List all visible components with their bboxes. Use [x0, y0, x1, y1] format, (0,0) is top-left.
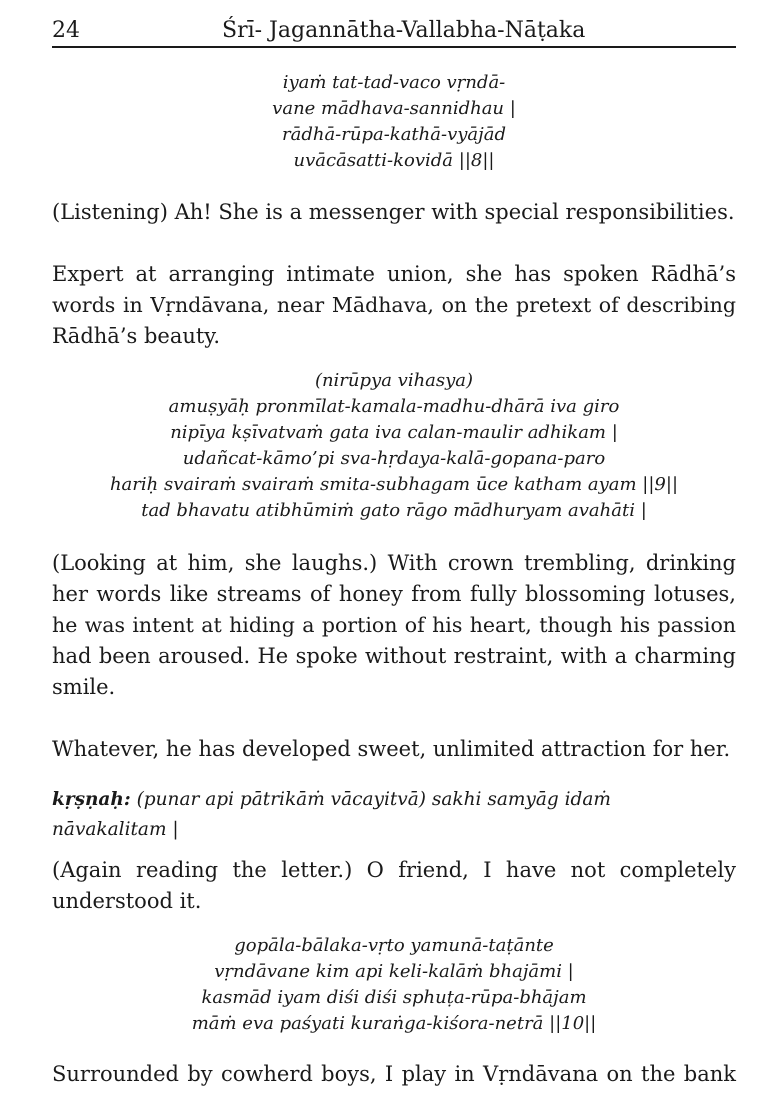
speaker-name: kṛṣṇaḥ:	[52, 789, 131, 810]
verse-line: nipīya kṣīvatvaṁ gata iva calan-maulir adhikam |	[170, 422, 618, 443]
verse-8	[52, 70, 736, 174]
verse-line: rādhā-rūpa-kathā-vyājād	[282, 124, 506, 145]
paragraph-whatever	[52, 734, 736, 765]
dialog-line: nāvakalitam |	[52, 819, 179, 840]
verse-10	[52, 933, 736, 1037]
paragraph-line: her words like streams of honey from fully blossoming lotuses,	[52, 582, 736, 606]
verse-line: vane mādhava-sannidhau |	[272, 98, 516, 119]
paragraph-again	[52, 855, 736, 917]
verse-line: udañcat-kāmo’pi sva-hṛdaya-kalā-gopana-paro	[182, 448, 606, 469]
paragraph-line: words in Vṛndāvana, near Mādhava, on the pretext of describing	[52, 293, 736, 317]
verse-line: kasmād iyam diśi diśi sphuṭa-rūpa-bhājam	[201, 987, 587, 1008]
verse-line: uvācāsatti-kovidā ||8||	[293, 150, 495, 171]
paragraph-line: had been aroused. He spoke without restraint, with a charming	[52, 644, 736, 668]
paragraph-expert	[52, 259, 736, 352]
paragraph-line: Whatever, he has developed sweet, unlimited attraction for her.	[52, 737, 731, 761]
verse-line: amuṣyāḥ pronmīlat-kamala-madhu-dhārā iva giro	[168, 396, 620, 417]
verse-line: māṁ eva paśyati kuraṅga-kiśora-netrā ||10||	[191, 1013, 597, 1034]
dialog-text: (punar api pātrikāṁ vācayitvā) sakhi samyāg idaṁ	[130, 789, 611, 810]
paragraph-listening	[52, 197, 736, 228]
verse-line: vṛndāvane kim api keli-kalāṁ bhajāmi |	[214, 961, 574, 982]
verse-line: hariḥ svairaṁ svairaṁ smita-subhagam ūce katham ayam ||9||	[109, 474, 679, 495]
page-number: 24	[52, 18, 80, 43]
paragraph-surrounded	[52, 1059, 736, 1090]
paragraph-line: (Listening) Ah! She is a messenger with special responsibilities.	[52, 200, 735, 224]
verse-line: gopāla-bālaka-vṛto yamunā-taṭānte	[234, 935, 554, 956]
paragraph-line: he was intent at hiding a portion of his heart, though his passion	[52, 613, 736, 637]
dialog-krsna	[52, 785, 736, 845]
verse-line: (nirūpya vihasya)	[314, 370, 474, 391]
page-header	[52, 16, 736, 48]
paragraph-line: Expert at arranging intimate union, she has spoken Rādhā’s	[52, 262, 736, 286]
paragraph-line: (Again reading the letter.) O friend, I have not completely	[52, 858, 736, 882]
verse-line: tad bhavatu atibhūmiṁ gato rāgo mādhuryam avahāti |	[141, 500, 647, 521]
paragraph-line: Surrounded by cowherd boys, I play in Vṛndāvana on the bank	[52, 1062, 736, 1086]
paragraph-looking	[52, 548, 736, 703]
paragraph-line: understood it.	[52, 889, 202, 913]
paragraph-line: (Looking at him, she laughs.) With crown trembling, drinking	[52, 551, 736, 575]
running-title: Śrī- Jagannātha-Vallabha-Nāṭaka	[222, 18, 586, 43]
dialog-line	[52, 785, 736, 815]
verse-9	[52, 368, 736, 524]
paragraph-line: smile.	[52, 675, 116, 699]
verse-line: iyaṁ tat-tad-vaco vṛndā-	[282, 72, 506, 93]
paragraph-line: Rādhā’s beauty.	[52, 324, 221, 348]
